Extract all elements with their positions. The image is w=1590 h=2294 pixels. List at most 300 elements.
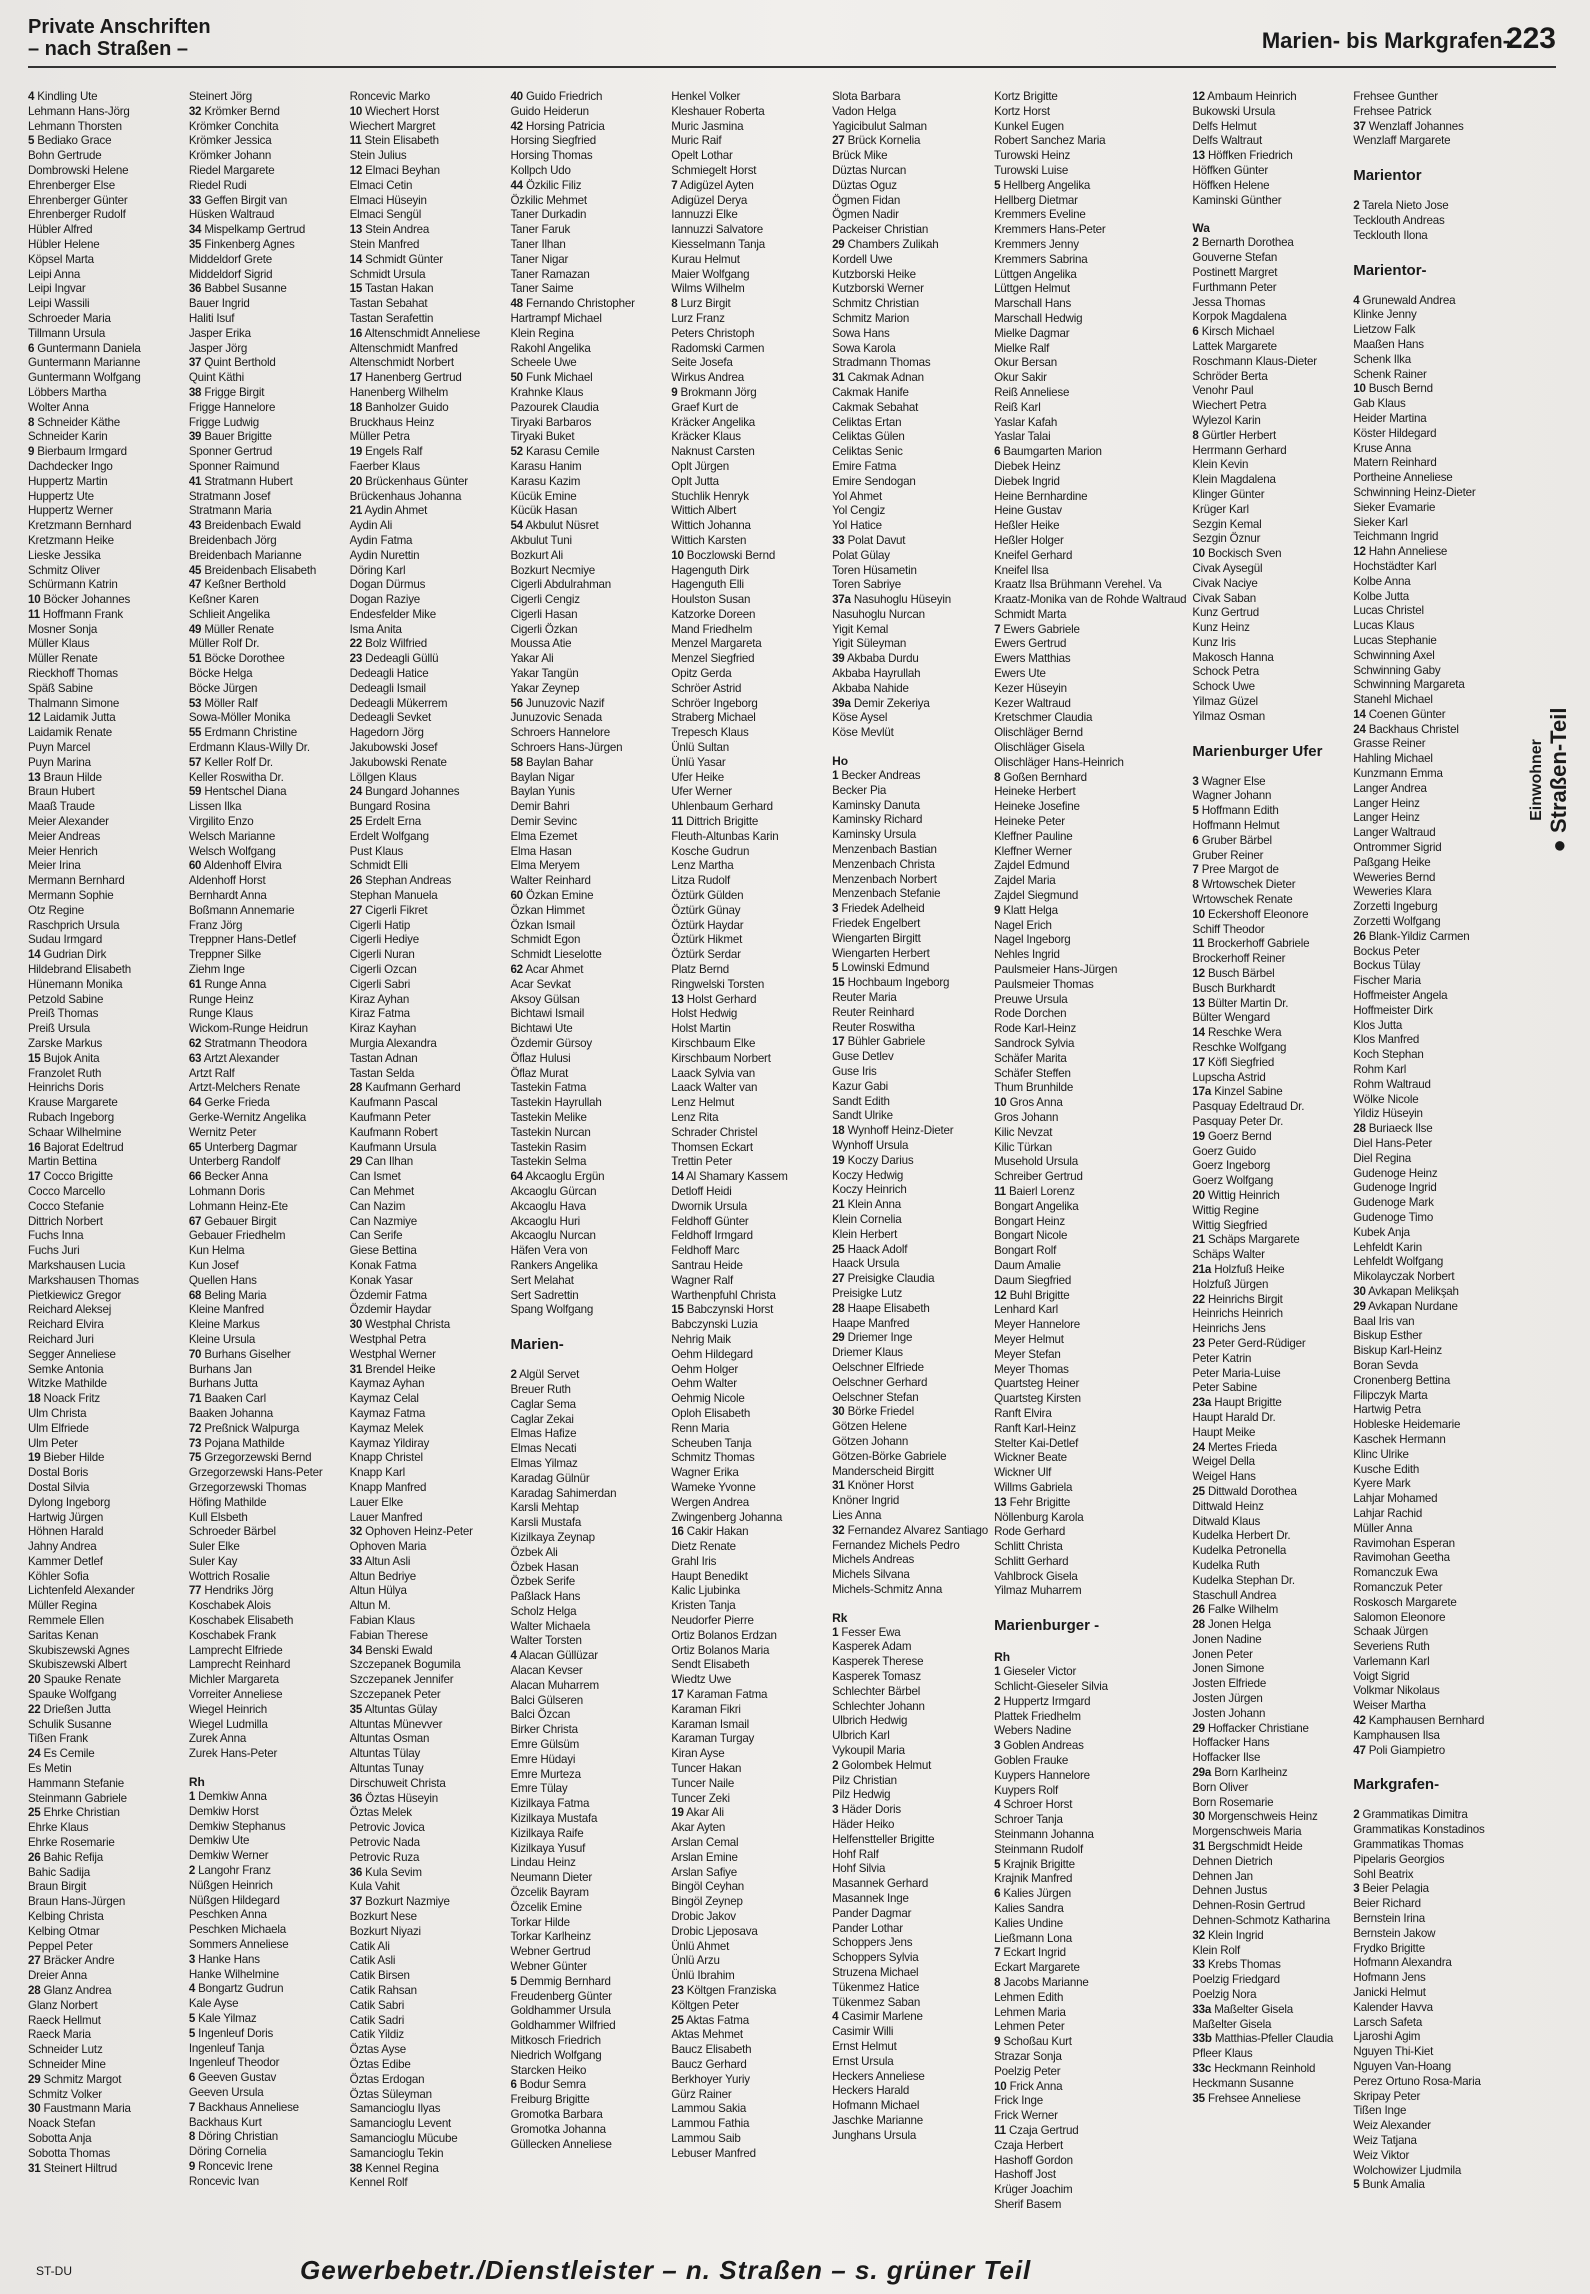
house-number: 10	[1353, 382, 1366, 396]
resident-name: Ulbrich Hedwig	[832, 1714, 908, 1728]
resident-entry	[832, 386, 988, 401]
resident-entry	[189, 726, 344, 741]
resident-entry	[510, 874, 665, 889]
column-spacer	[832, 1598, 988, 1610]
resident-name: Kaminsky Ursula	[832, 828, 917, 842]
resident-entry	[350, 1466, 505, 1481]
resident-entry	[28, 874, 183, 889]
house-number: 32	[349, 1525, 363, 1539]
resident-name: Frehsee Patrick	[1353, 104, 1432, 118]
resident-entry	[1353, 590, 1508, 605]
resident-entry	[189, 1525, 344, 1540]
house-number: 35	[188, 237, 202, 251]
resident-name: Altenschmidt Manfred	[349, 341, 458, 355]
resident-name: Ortiz Bolanos Maria	[671, 1643, 770, 1657]
resident-entry	[671, 993, 826, 1008]
resident-entry	[189, 1392, 344, 1407]
resident-entry	[510, 1155, 665, 1170]
resident-entry	[189, 756, 344, 771]
resident-name: Bingöl Ceyhan	[671, 1880, 745, 1894]
resident-name: Aydin Fatma	[349, 533, 413, 547]
house-number: 29	[349, 1155, 363, 1169]
resident-entry	[671, 623, 826, 638]
resident-name: Cakmak Adnan	[847, 371, 924, 385]
resident-name: Höffken Friedrich	[1207, 149, 1293, 163]
resident-entry	[189, 1953, 344, 1968]
resident-entry	[671, 1303, 826, 1318]
resident-entry	[1192, 665, 1347, 680]
resident-name: Schlechter Johann	[832, 1699, 925, 1713]
resident-entry	[1192, 1736, 1347, 1751]
resident-name: Opelt Lothar	[671, 149, 733, 163]
resident-name: Lucas Christel	[1353, 604, 1424, 618]
resident-entry	[671, 1792, 826, 1807]
resident-name: Oplt Jürgen	[671, 459, 729, 473]
resident-entry	[994, 1555, 1186, 1570]
resident-entry	[994, 771, 1186, 786]
resident-name: Kennel Rolf	[349, 2176, 408, 2190]
resident-entry	[350, 608, 505, 623]
resident-name: Catik Rahsan	[349, 1984, 417, 1997]
resident-name: Michler Margareta	[188, 1673, 279, 1687]
resident-name: Klos Jutta	[1353, 1018, 1403, 1032]
resident-name: Stratmann Josef	[188, 489, 271, 503]
resident-entry	[671, 519, 826, 534]
resident-name: Burhans Giselher	[204, 1347, 291, 1361]
resident-entry	[1353, 294, 1508, 309]
resident-name: Volkmar Nikolaus	[1353, 1684, 1440, 1698]
resident-name: Arslan Cemal	[671, 1836, 739, 1850]
house-number: 30	[1353, 1284, 1366, 1298]
house-number: 37a	[832, 593, 851, 607]
resident-entry	[350, 1718, 505, 1733]
resident-name: Wittig Regine	[1192, 1203, 1259, 1217]
resident-name: Wynhoff Heinz-Dieter	[847, 1124, 954, 1138]
resident-name: Skubiszewski Agnes	[28, 1643, 130, 1657]
resident-name: Kretzmann Heike	[28, 533, 114, 547]
resident-entry	[1353, 2134, 1508, 2149]
resident-name: Szczepanek Jennifer	[349, 1673, 454, 1687]
resident-name: Knöner Horst	[847, 1479, 914, 1493]
resident-name: Freiburg Brigitte	[510, 2093, 590, 2107]
resident-name: Poelzig Nora	[1192, 1988, 1257, 2002]
resident-entry	[510, 90, 665, 105]
house-number: 30	[349, 1318, 363, 1332]
house-number: 8	[671, 297, 678, 311]
resident-name: Wameke Yvonne	[671, 1480, 756, 1494]
resident-name: Karsli Mehtap	[510, 1501, 579, 1515]
resident-name: Bolz Wilfried	[365, 637, 427, 651]
resident-entry	[28, 1037, 183, 1052]
resident-entry	[1353, 1255, 1508, 1270]
resident-entry	[994, 149, 1186, 164]
resident-name: Mand Friedhelm	[671, 622, 753, 636]
resident-entry	[994, 1798, 1186, 1813]
resident-entry	[671, 475, 826, 490]
resident-name: Holst Martin	[671, 1022, 731, 1036]
resident-name: Ünlü Sultan	[671, 741, 729, 755]
resident-entry	[510, 386, 665, 401]
resident-name: Sieker Karl	[1353, 515, 1408, 529]
resident-name: Grunewald Andrea	[1362, 293, 1456, 307]
resident-entry	[671, 549, 826, 564]
resident-entry	[510, 564, 665, 579]
resident-name: Ünlü Ibrahim	[671, 1969, 735, 1983]
resident-entry	[189, 460, 344, 475]
resident-name: Wölke Nicole	[1353, 1092, 1419, 1106]
resident-name: Grammatikas Thomas	[1353, 1838, 1464, 1852]
resident-name: Gürz Rainer	[671, 2087, 732, 2101]
resident-entry	[671, 1644, 826, 1659]
resident-name: Diebek Ingrid	[994, 474, 1060, 488]
resident-name: Dehnen-Rosin Gertrud	[1192, 1899, 1306, 1913]
resident-entry	[189, 1466, 344, 1481]
resident-name: Kalies Sandra	[994, 1902, 1064, 1916]
house-number: 43	[188, 519, 202, 533]
resident-entry	[510, 1487, 665, 1502]
resident-name: Baaken Johanna	[188, 1406, 274, 1420]
resident-entry	[1192, 834, 1347, 849]
resident-name: Kaminski Günther	[1192, 193, 1282, 207]
resident-entry	[671, 1081, 826, 1096]
resident-name: Kutzborski Heike	[832, 267, 916, 281]
resident-name: Leipi Anna	[28, 267, 81, 281]
resident-entry	[350, 963, 505, 978]
resident-entry	[189, 504, 344, 519]
resident-name: Gruber Reiner	[1192, 848, 1264, 862]
resident-name: Bingöl Zeynep	[671, 1895, 743, 1909]
resident-entry	[28, 1954, 183, 1969]
resident-entry	[671, 504, 826, 519]
resident-name: Grzegorzewski Hans-Peter	[188, 1466, 323, 1480]
resident-name: Vadon Helga	[832, 104, 897, 118]
resident-name: Platz Bernd	[671, 963, 729, 977]
resident-name: Mielke Dagmar	[994, 326, 1070, 340]
resident-entry	[671, 978, 826, 993]
resident-name: Preiß Thomas	[28, 1007, 99, 1021]
resident-name: Özkilic Mehmet	[510, 193, 587, 207]
resident-name: Reiß Anneliese	[994, 385, 1070, 399]
resident-entry	[1353, 2075, 1508, 2090]
house-number: 50	[510, 371, 523, 385]
resident-entry	[1192, 503, 1347, 518]
resident-entry	[510, 1303, 665, 1318]
column-spacer	[510, 1318, 665, 1330]
resident-name: Taner Durkadin	[510, 208, 587, 222]
resident-entry	[1353, 782, 1508, 797]
resident-name: Lüttgen Helmut	[994, 282, 1070, 296]
resident-entry	[510, 1472, 665, 1487]
resident-name: Tastekin Melike	[510, 1110, 587, 1124]
resident-name: Kaymaz Fatma	[349, 1406, 426, 1420]
house-number: 37	[349, 1895, 363, 1909]
resident-name: Cronenberg Bettina	[1353, 1373, 1451, 1387]
resident-entry	[189, 149, 344, 164]
resident-entry	[671, 845, 826, 860]
resident-name: Breuer Ruth	[510, 1382, 571, 1396]
resident-entry	[671, 1392, 826, 1407]
resident-name: Catik Birsen	[349, 1969, 410, 1983]
section-label	[28, 16, 211, 60]
resident-entry	[510, 1856, 665, 1871]
resident-entry	[189, 475, 344, 490]
resident-entry	[1353, 382, 1508, 397]
resident-entry	[28, 1895, 183, 1910]
resident-entry	[350, 859, 505, 874]
resident-entry	[510, 1664, 665, 1679]
resident-entry	[1353, 1019, 1508, 1034]
resident-name: Poelzig Friedgard	[1192, 1973, 1280, 1987]
resident-entry	[1192, 577, 1347, 592]
resident-entry	[1353, 229, 1508, 244]
resident-entry	[28, 933, 183, 948]
resident-entry	[671, 1126, 826, 1141]
resident-entry	[510, 120, 665, 135]
resident-name: Catik Yildiz	[349, 2028, 404, 2042]
resident-name: Seite Josefa	[671, 356, 733, 370]
district-code: Wa	[1192, 221, 1210, 236]
resident-name: Demkiw Werner	[188, 1849, 269, 1863]
resident-name: Samancioglu Mücube	[349, 2131, 458, 2145]
resident-name: Jaschke Marianne	[832, 2113, 923, 2127]
resident-entry	[1353, 2016, 1508, 2031]
resident-name: Öztas Erdogan	[349, 2072, 425, 2086]
resident-name: Heinrichs Heinrich	[1192, 1307, 1283, 1321]
resident-entry	[994, 1813, 1186, 1828]
resident-name: Reschke Wolfgang	[1192, 1041, 1287, 1055]
resident-name: Cocco Marcello	[28, 1184, 106, 1198]
resident-entry	[832, 813, 988, 828]
resident-name: Rankers Angelika	[510, 1258, 598, 1272]
resident-name: Kordell Uwe	[832, 252, 893, 266]
resident-entry	[28, 1200, 183, 1215]
resident-entry	[510, 208, 665, 223]
resident-entry	[350, 1792, 505, 1807]
resident-name: Delfs Waltraut	[1192, 134, 1262, 148]
resident-name: Keßner Karen	[188, 593, 259, 607]
resident-entry	[1353, 1942, 1508, 1957]
resident-entry	[350, 1037, 505, 1052]
resident-name: Schoßau Kurt	[1003, 2035, 1072, 2049]
resident-name: Kirsch Michael	[1201, 325, 1275, 339]
house-number: 34	[188, 223, 202, 237]
house-number: 28	[1192, 1618, 1205, 1632]
resident-entry	[1353, 708, 1508, 723]
resident-entry	[28, 1644, 183, 1659]
resident-entry	[510, 1782, 665, 1797]
resident-name: Dostal Silvia	[28, 1480, 90, 1494]
resident-entry	[510, 1022, 665, 1037]
resident-entry	[28, 1363, 183, 1378]
house-number: 17	[832, 1035, 845, 1049]
resident-name: Muric Jasmina	[671, 119, 744, 133]
resident-entry	[832, 1317, 988, 1332]
house-number: 14	[1353, 707, 1366, 721]
resident-entry	[28, 356, 183, 371]
resident-name: Eckershoff Eleonore	[1207, 907, 1309, 921]
resident-name: Bühler Gabriele	[847, 1035, 926, 1049]
resident-name: Altun M.	[349, 1599, 391, 1613]
resident-name: Es Cemile	[43, 1747, 95, 1761]
resident-name: Klos Manfred	[1353, 1033, 1420, 1047]
resident-name: Schroers Hannelore	[510, 726, 610, 740]
resident-name: Treppner Hans-Detlef	[188, 933, 296, 947]
resident-name: Wrtowschek Dieter	[1201, 878, 1296, 892]
resident-entry	[28, 815, 183, 830]
resident-entry	[994, 208, 1186, 223]
resident-entry	[1192, 1411, 1347, 1426]
resident-name: Goßen Bernhard	[1003, 770, 1087, 784]
resident-entry	[671, 1747, 826, 1762]
resident-name: Taner Ramazan	[510, 267, 590, 281]
resident-name: Casimir Willi	[832, 2025, 894, 2039]
resident-entry	[1353, 1196, 1508, 1211]
resident-name: Schmitz Oliver	[28, 563, 100, 577]
resident-name: Altuntas Münevver	[349, 1717, 443, 1731]
resident-name: Kunzmann Emma	[1353, 767, 1443, 781]
resident-entry	[510, 1960, 665, 1975]
house-number: 14	[28, 948, 41, 962]
resident-entry	[510, 1111, 665, 1126]
resident-entry	[671, 1895, 826, 1910]
resident-entry	[28, 756, 183, 771]
resident-name: Özdemir Gürsoy	[510, 1037, 593, 1050]
resident-entry	[350, 800, 505, 815]
resident-name: Lahjar Rachid	[1353, 1506, 1423, 1520]
resident-name: Goblen Frauke	[994, 1754, 1069, 1768]
resident-name: Birker Christa	[510, 1723, 578, 1737]
resident-entry	[1353, 1537, 1508, 1552]
resident-entry	[671, 1954, 826, 1969]
resident-entry	[1192, 1515, 1347, 1530]
resident-entry	[350, 2058, 505, 2073]
resident-entry	[832, 297, 988, 312]
resident-name: Kizilkaya Fatma	[510, 1797, 590, 1811]
resident-name: Salomon Eleonore	[1353, 1610, 1446, 1624]
resident-entry	[510, 1398, 665, 1413]
resident-entry	[350, 327, 505, 342]
resident-entry	[28, 1584, 183, 1599]
resident-name: Polat Gülay	[832, 548, 890, 562]
resident-name: Lebuser Manfred	[671, 2146, 756, 2160]
resident-name: Hohf Ralf	[832, 1847, 879, 1861]
resident-entry	[510, 2034, 665, 2049]
resident-name: Erdelt Erna	[365, 815, 421, 829]
resident-name: Wiengarten Birgitt	[832, 931, 921, 945]
resident-entry	[832, 504, 988, 519]
resident-name: Saritas Kenan	[28, 1628, 99, 1642]
column-spacer	[1353, 244, 1508, 256]
resident-entry	[28, 1111, 183, 1126]
house-number: 37	[188, 356, 202, 370]
house-number: 21	[832, 1198, 845, 1212]
resident-name: Jonen Helga	[1207, 1618, 1271, 1632]
resident-name: Frick Werner	[994, 2109, 1058, 2123]
resident-name: Emre Hüdayi	[510, 1752, 576, 1766]
resident-name: Schneider Karin	[28, 430, 108, 444]
resident-entry	[994, 1111, 1186, 1126]
house-number: 29	[832, 237, 845, 251]
resident-name: Hentschel Diana	[204, 785, 287, 799]
resident-entry	[1192, 444, 1347, 459]
resident-entry	[1353, 1463, 1508, 1478]
resident-name: Braun Hilde	[43, 770, 102, 784]
resident-name: Lenz Rita	[671, 1110, 719, 1124]
house-number: 58	[510, 755, 523, 769]
resident-entry	[28, 1052, 183, 1067]
house-number: 61	[188, 977, 202, 991]
resident-name: Hahn Anneliese	[1368, 545, 1448, 559]
resident-name: Haupt Brigitte	[1214, 1396, 1282, 1410]
resident-name: Schock Uwe	[1192, 680, 1255, 694]
resident-name: Haupt Benedikt	[671, 1569, 748, 1583]
resident-entry	[832, 637, 988, 652]
resident-name: Leipi Wassili	[28, 297, 90, 311]
resident-name: Jakubowski Josef	[349, 741, 438, 755]
resident-name: Öztürk Günay	[671, 903, 741, 917]
house-number: 12	[1192, 90, 1205, 103]
resident-entry	[994, 90, 1186, 105]
resident-name: Knöner Ingrid	[832, 1494, 900, 1508]
resident-entry	[350, 1703, 505, 1718]
resident-name: Zarske Markus	[28, 1037, 103, 1050]
resident-name: Oehmig Nicole	[671, 1392, 745, 1406]
resident-name: Pfleer Klaus	[1192, 2047, 1253, 2061]
resident-entry	[1192, 1100, 1347, 1115]
house-number: 5	[188, 2012, 196, 2025]
resident-entry	[671, 1377, 826, 1392]
resident-entry	[1192, 1766, 1347, 1781]
resident-name: Grammatikas Dimitra	[1362, 1808, 1468, 1822]
resident-name: Szczepanek Peter	[349, 1688, 441, 1702]
resident-entry	[510, 637, 665, 652]
resident-name: Cakmak Sebahat	[832, 400, 919, 414]
resident-entry	[189, 2175, 344, 2190]
resident-entry	[189, 1348, 344, 1363]
resident-name: Kücük Emine	[510, 489, 577, 503]
resident-name: Pust Klaus	[349, 844, 404, 858]
resident-entry	[671, 430, 826, 445]
resident-name: Koczy Darius	[847, 1153, 914, 1167]
resident-name: Fuchs Inna	[28, 1229, 84, 1243]
resident-entry	[28, 120, 183, 135]
resident-entry	[1192, 414, 1347, 429]
resident-name: Horsing Siegfried	[510, 134, 596, 148]
resident-name: Laack Walter van	[671, 1081, 758, 1095]
resident-name: Venohr Paul	[1192, 384, 1254, 398]
resident-name: Zurek Anna	[188, 1732, 247, 1746]
resident-entry	[1192, 1973, 1347, 1988]
resident-name: Schröer Astrid	[671, 681, 742, 695]
resident-entry	[28, 1407, 183, 1422]
resident-entry	[28, 1067, 183, 1082]
resident-entry	[671, 2073, 826, 2088]
resident-name: Celiktas Gülen	[832, 430, 905, 444]
resident-entry	[189, 785, 344, 800]
resident-name: Ehrke Rosemarie	[28, 1836, 115, 1850]
house-number: 25	[671, 2013, 684, 2027]
resident-name: Akar Ayten	[671, 1821, 726, 1835]
resident-name: Falke Wilhelm	[1207, 1603, 1279, 1617]
directory-column	[510, 90, 665, 2230]
resident-name: Karsli Mustafa	[510, 1516, 582, 1530]
resident-entry	[510, 1081, 665, 1096]
resident-name: Baylan Yunis	[510, 785, 575, 799]
house-number: 9	[994, 2035, 1001, 2049]
resident-name: Hoffmann Helmut	[1192, 819, 1280, 833]
resident-name: Knapp Karl	[349, 1466, 405, 1480]
resident-entry	[1353, 1522, 1508, 1537]
